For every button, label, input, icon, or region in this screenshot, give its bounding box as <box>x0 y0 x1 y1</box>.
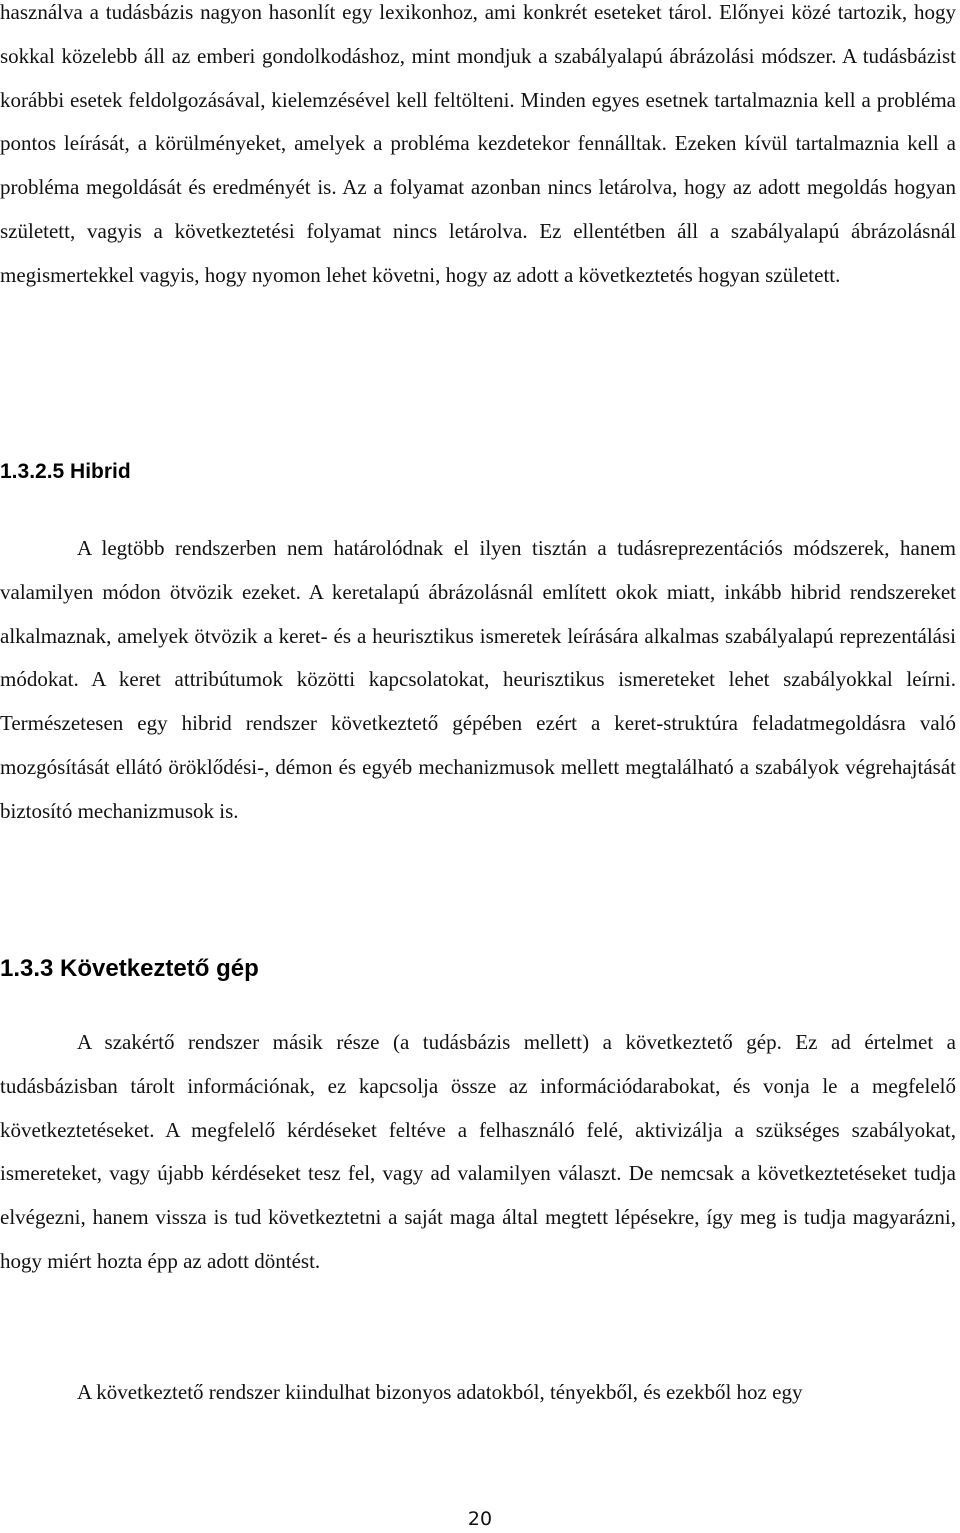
section-heading-inference-engine: 1.3.3 Következtető gép <box>0 955 259 982</box>
paragraph-case-based-knowledge: használva a tudásbázis nagyon hasonlít egy lexikonhoz, ami konkrét eseteket tárol. Előnyei közé tartozik, hogy sokkal közelebb áll az emberi gondolkodáshoz, mint mondjuk a szabályalapú ábrázolási módszer. A tudásbázist korábbi esetek feldolgozásával, kielemzésével kell feltölteni. Minden egyes esetnek tartalmaznia kell a probléma pontos leírását, a körülményeket, amelyek a probléma kezdetekor fennálltak. Ezeken kívül tartalmaznia kell a probléma megoldását és eredményét is. Az a folyamat azonban nincs letárolva, hogy az adott megoldás hogyan született, vagyis a következtetési folyamat nincs letárolva. Ez ellentétben áll a szabályalapú ábrázolásnál megismertekkel vagyis, hogy nyomon lehet követni, hogy az adott a következtetés hogyan született. <box>0 0 956 287</box>
paragraph-inference-engine: A szakértő rendszer másik része (a tudásbázis mellett) a következtető gép. Ez ad értelmet a tudásbázisban tárolt információnak, ez kapcsolja össze az információdarabokat, és vonja le a megfelelő következtetéseket. A megfelelő kérdéseket feltéve a felhasználó felé, aktivizálja a szükséges szabályokat, ismereteket, vagy újabb kérdéseket tesz fel, vagy ad valamilyen választ. De nemcsak a következtetéseket tudja elvégezni, hanem vissza is tud következtetni a saját maga által megtett lépésekre, így meg is tudja magyarázni, hogy miért hozta épp az adott döntést. <box>0 1030 956 1273</box>
paragraph-inference-start: A következtető rendszer kiindulhat bizonyos adatokból, tényekből, és ezekből hoz egy <box>77 1380 803 1404</box>
paragraph-hybrid: A legtöbb rendszerben nem határolódnak el ilyen tisztán a tudásreprezentációs módszerek, hanem valamilyen módon ötvözik ezeket. A keretalapú ábrázolásnál említett okok miatt, inkább hibrid rendszereket alkalmaznak, amelyek ötvözik a keret- és a heurisztikus ismeretek leírására alkalmas szabályalapú reprezentálási módokat. A keret attribútumok közötti kapcsolatokat, heurisztikus ismereteket lehet szabályokkal leírni. Természetesen egy hibrid rendszer következtető gépében ezért a keret-struktúra feladatmegoldásra való mozgósítását ellátó öröklődési-, démon és egyéb mechanizmusok mellett megtalálható a szabályok végrehajtását biztosító mechanizmusok is. <box>0 536 956 823</box>
section-heading-hybrid: 1.3.2.5 Hibrid <box>0 460 131 483</box>
page-number: 20 <box>467 1508 493 1530</box>
